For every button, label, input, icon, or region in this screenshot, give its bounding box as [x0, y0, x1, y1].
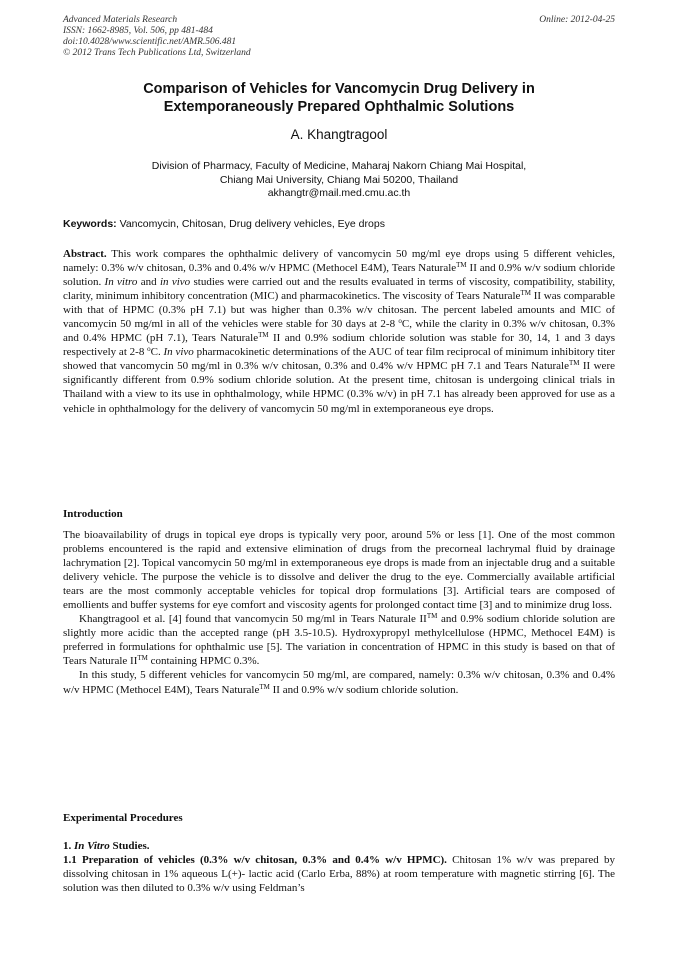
- keywords-text: Vancomycin, Chitosan, Drug delivery vehicles, Eye drops: [116, 218, 385, 230]
- introduction-body: [63, 528, 615, 697]
- author-email: akhangtr@mail.med.cmu.ac.th: [267, 187, 411, 199]
- author-name: A. Khangtragool: [290, 127, 388, 142]
- title-line-2: Extemporaneously Prepared Ophthalmic Solutions: [163, 99, 515, 115]
- abstract: Abstract. This work compares the ophthalmic delivery of vancomycin 50 mg/ml eye drops using 5 different vehicles, namely: 0.3% w/v chitosan, 0.3% and 0.4% w/v HPMC (Methocel E4M), Tears Naturale™ II and 0.9% w/v sodium chloride solution. In vitro and in vivo studies were carried out and the results evaluated in terms of viscosity, compatibility, stability, clarity, minimum inhibitory concentration (MIC) and pharmacokinetics. The viscosity of Tears Naturale™ II was comparable with that of HPMC (0.3% pH 7.1) but was higher than 0.3% w/v chitosan. The percent labeled amounts and MIC of vancomycin 50 mg/ml in all of the vehicles were stable for 30 days at 2-8 $^o$C, while the clarity in 0.3% w/v chitosan, 0.3% and 0.4% HPMC (pH 7.1), Tears Naturale™ II and 0.9% sodium chloride solution was stable for 30, 14, 1 and 3 days respectively at 2-8 $^o$C. In vivo pharmacokinetic determinations of the AUC of tear film reciprocal of minimum inhibitory titer showed that vancomycin 50 mg/ml in 0.3% w/v chitosan, 0.3% and 0.4% w/v HPMC pH 7.1 and Tears Naturale™ II were significantly different from 0.9% sodium chloride solution. At the present time, chitosan is undergoing clinical trials in Thailand with a view to its use in ophthalmology, while HPMC (0.3% w/v) in pH 7.1 has already been approved for use as a vehicle in ophthalmology for the delivery of vancomycin 50 mg/ml in extemporaneous eye drops.: [63, 248, 616, 415]
- issn: ISSN: 1662-8985, Vol. 506, pp 481-484: [63, 26, 213, 36]
- intro-paragraph-2: Khangtragool et al. [4] found that vancomycin 50 mg/ml in Tears Naturale II™ and 0.9% sodium chloride solution are slightly more acidic than the accepted range (pH 3.5-10.5). Hydroxypropyl methylcellulose (HPMC, Methocel E4M) is preferred in formulations for ophthalmic use [5]. The variation in concentration of HPMC in this study is based on that of Tears Naturale II™ containing HPMC 0.3%.: [63, 612, 615, 668]
- journal-header: [63, 15, 251, 59]
- keywords-label: Keywords:: [63, 218, 117, 230]
- abstract-label: Abstract.: [63, 248, 107, 260]
- keywords: [63, 217, 615, 231]
- journal-name: Advanced Materials Research: [63, 15, 178, 25]
- copyright: © 2012 Trans Tech Publications Ltd, Switzerland: [63, 48, 251, 58]
- title-line-1: Comparison of Vehicles for Vancomycin Drug Delivery in: [143, 81, 535, 97]
- intro-paragraph-3: In this study, 5 different vehicles for vancomycin 50 mg/ml, are compared, namely: 0.3% w/v chitosan, 0.3% and 0.4% w/v HPMC (Methocel E4M), Tears Naturale™ II and 0.9% w/v sodium chloride solution.: [63, 669, 615, 696]
- affiliation-line-1: Division of Pharmacy, Faculty of Medicine, Maharaj Nakorn Chiang Mai Hospital,: [151, 160, 527, 172]
- affiliation-line-2: Chiang Mai University, Chiang Mai 50200, Thailand: [219, 173, 459, 186]
- preparation-heading: 1.1 Preparation of vehicles (0.3% w/v chitosan, 0.3% and 0.4% w/v HPMC).: [63, 854, 447, 866]
- preparation-paragraph: 1.1 Preparation of vehicles (0.3% w/v chitosan, 0.3% and 0.4% w/v HPMC). Chitosan 1% w/v was prepared by dissolving chitosan in 1% aqueous L(+)- lactic acid (Carlo Erba, 88%) at room temperature with magnetic stirring [6]. The solution was then diluted to 0.3% w/v using Feldman’s: [63, 854, 615, 895]
- introduction-heading: Introduction: [63, 508, 123, 520]
- affiliation: [63, 160, 615, 201]
- experimental-heading: Experimental Procedures: [63, 812, 183, 824]
- paper-title: [63, 80, 615, 116]
- online-date: Online: 2012-04-25: [539, 15, 615, 25]
- in-vitro-subheading: 1. In Vitro Studies.: [63, 840, 150, 852]
- doi: doi:10.4028/www.scientific.net/AMR.506.481: [63, 37, 237, 47]
- intro-paragraph-1: The bioavailability of drugs in topical eye drops is typically very poor, around 5% or less [1]. One of the most common problems encountered is the rapid and extensive elimination of drugs from the precorneal lachrymal fluid by drainage lachrymation [2]. Topical vancomycin 50 mg/ml in extemporaneous eye drops is made from an injectable drug and a suitable delivery vehicle. The purpose the vehicle is to dissolve and deliver the drug to the eye. Commercially available artificial tears are the most commonly acceptable vehicles for topical drop formulations [3]. Artificial tears are composed of emollients and buffer systems for eye comfort and viscosity agents for prolonged contact time [3] and to minimize drug loss.: [63, 529, 615, 612]
